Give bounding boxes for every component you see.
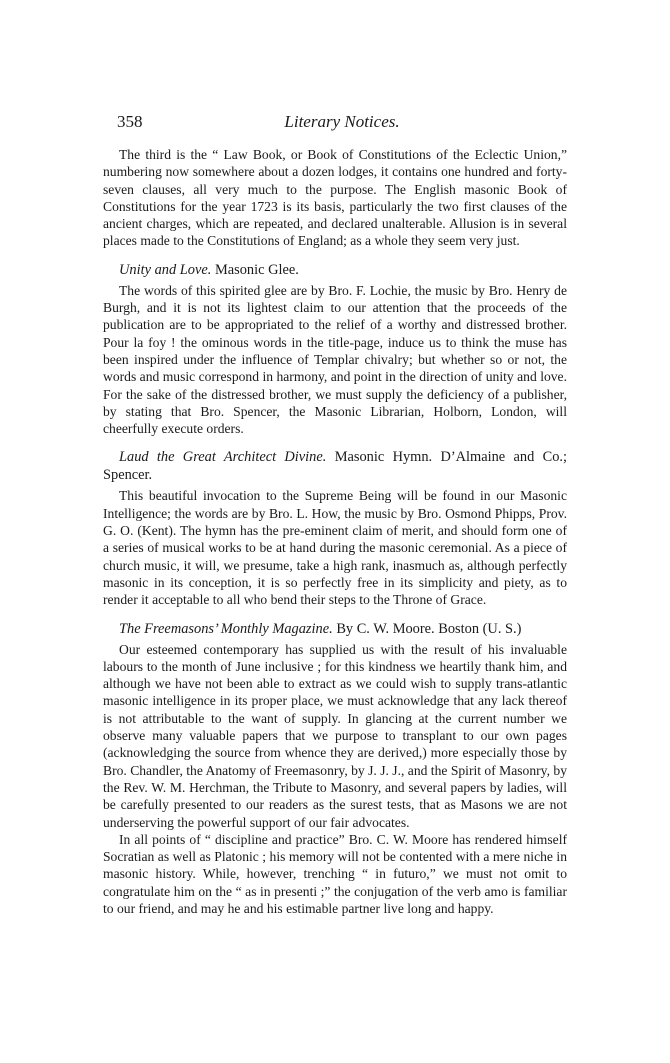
page-body	[103, 146, 567, 917]
paragraph: The words of this spirited glee are by Bro. F. Lochie, the music by Bro. Henry de Burgh, and it is not its lightest claim to our attention that the proceeds of the publication are to be appropriated to the relief of a worthy and distressed brother. Pour la foy ! the ominous words in the title-page, induce us to think the muse has been inspired under the influence of Templar chivalry; but whether so or not, the words and music correspond in harmony, and point in the direction of unity and love. For the sake of the distressed brother, we must supply the deficiency of a publisher, by stating that Bro. Spencer, the Masonic Librarian, Holborn, London, will cheerfully execute orders.	[103, 282, 567, 437]
notice-title-italic: Unity and Love.	[119, 261, 212, 278]
page-number: 358	[117, 112, 143, 131]
running-title: Literary Notices.	[284, 112, 400, 131]
paragraph: In all points of “ discipline and practice” Bro. C. W. Moore has rendered himself Socratian as well as Platonic ; his memory will not be contented with a mere niche in masonic history. While, however, trenching “ in futuro,” we must not omit to congratulate him on the “ as in presenti ;” the conjugation of the verb amo is familiar to our friend, and may he and his estimable partner live long and happy.	[103, 831, 567, 916]
paragraph: The third is the “ Law Book, or Book of Constitutions of the Eclectic Union,” numbering now somewhere about a dozen lodges, it contains one hundred and forty-seven clauses, all very much to the purpose. The English masonic Book of Constitutions for the year 1723 is its basis, particularly the two first clauses of the ancient charges, which are repeated, and declared unalterable. Allusion is in several places made to the Constitutions of England; as a whole they seem very just.	[103, 147, 567, 249]
notice-title-rest: Masonic Glee.	[214, 261, 299, 278]
notice-title-italic: The Freemasons’ Monthly Magazine.	[119, 620, 333, 637]
paragraph: This beautiful invocation to the Supreme Being will be found in our Masonic Intelligence; the words are by Bro. L. How, the music by Bro. Osmond Phipps, Prov. G. O. (Kent). The hymn has the pre-eminent claim of merit, and should form one of a series of musical works to be at hand during the masonic ceremonial. As a piece of church music, it will, we presume, take a high rank, inasmuch as, although perfectly masonic in its conception, it is so perfectly free in its simplicity and piety, as to render it acceptable to all who bend their steps to the Throne of Grace.	[103, 488, 567, 608]
page-header	[117, 112, 567, 136]
notice-title	[103, 261, 567, 279]
notice-title-rest: Masonic Hymn. D’Almaine and Co.; Spencer.	[103, 449, 567, 484]
paragraph: Our esteemed contemporary has supplied us with the result of his invaluable labours to the month of June inclusive ; for this kindness we heartily thank him, and although we have not been able to extract as we could wish to supply trans-atlantic masonic intelligence in its proper place, we must acknowledge that any lack thereof is not attributable to the want of supply. In glancing at the current number we observe many valuable papers that we purpose to transplant to our own pages (acknowledging the source from whence they are derived,) more especially those by Bro. Chandler, the Anatomy of Freemasonry, by J. J. J., and the Spirit of Masonry, by the Rev. W. M. Herchman, the Tribute to Masonry, and several papers by ladies, will be carefully presented to our readers as the surest tests, that as Masons we are not underserving the powerful support of our fair advocates.	[103, 641, 567, 830]
notice-title	[103, 448, 567, 484]
notice-title-rest: By C. W. Moore. Boston (U. S.)	[336, 620, 522, 637]
notice-title	[103, 620, 567, 638]
notice-title-italic: Laud the Great Architect Divine.	[119, 449, 327, 466]
